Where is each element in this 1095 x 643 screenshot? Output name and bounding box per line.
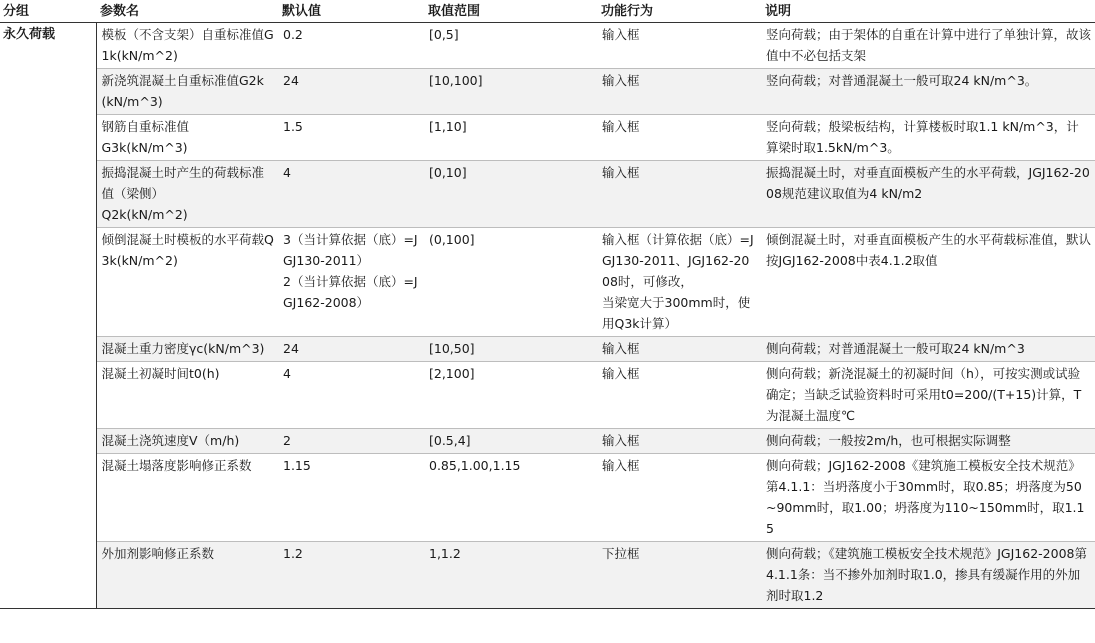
default-value-cell: 1.15 bbox=[278, 454, 424, 542]
default-value-cell: 1.2 bbox=[278, 542, 424, 609]
behavior-cell: 输入框 bbox=[597, 454, 761, 542]
range-cell: [0.5,4] bbox=[424, 429, 597, 454]
param-name-cell: 混凝土塌落度影响修正系数 bbox=[96, 454, 278, 542]
range-cell: [10,100] bbox=[424, 69, 597, 115]
table-row bbox=[0, 115, 1095, 161]
description-cell: 竖向荷载；对普通混凝土一般可取24 kN/m^3。 bbox=[761, 69, 1095, 115]
param-name-cell: 混凝土浇筑速度V（m/h) bbox=[96, 429, 278, 454]
header-param-name: 参数名 bbox=[96, 0, 278, 23]
range-cell: [2,100] bbox=[424, 362, 597, 429]
default-value-cell: 3（当计算依据（底）=JGJ130-2011） 2（当计算依据（底）=JGJ162-2008） bbox=[278, 228, 424, 337]
header-default: 默认值 bbox=[278, 0, 424, 23]
description-cell: 侧向荷载；新浇混凝土的初凝时间（h），可按实测或试验确定；当缺乏试验资料时可采用t0=200/(T+15)计算，T为混凝土温度℃ bbox=[761, 362, 1095, 429]
description-cell: 竖向荷载；由于架体的自重在计算中进行了单独计算，故该值中不必包括支架 bbox=[761, 23, 1095, 69]
param-name-cell: 钢筋自重标准值 G3k(kN/m^3) bbox=[96, 115, 278, 161]
param-name-cell: 混凝土重力密度γc(kN/m^3) bbox=[96, 337, 278, 362]
default-value-cell: 24 bbox=[278, 337, 424, 362]
description-cell: 侧向荷载；JGJ162-2008《建筑施工模板安全技术规范》第4.1.1：当坍落度小于30mm时，取0.85；坍落度为50~90mm时，取1.00；坍落度为110~150mm时，取1.15 bbox=[761, 454, 1095, 542]
description-cell: 侧向荷载；《建筑施工模板安全技术规范》JGJ162-2008第4.1.1条：当不掺外加剂时取1.0，掺具有缓凝作用的外加剂时取1.2 bbox=[761, 542, 1095, 609]
behavior-cell: 输入框 bbox=[597, 362, 761, 429]
default-value-cell: 0.2 bbox=[278, 23, 424, 69]
table-row bbox=[0, 23, 1095, 69]
table-row bbox=[0, 542, 1095, 609]
param-name-cell: 倾倒混凝土时模板的水平荷载Q3k(kN/m^2) bbox=[96, 228, 278, 337]
range-cell: 1,1.2 bbox=[424, 542, 597, 609]
default-value-cell: 4 bbox=[278, 161, 424, 228]
behavior-cell: 输入框 bbox=[597, 115, 761, 161]
behavior-cell: 输入框 bbox=[597, 429, 761, 454]
description-cell: 侧向荷载；对普通混凝土一般可取24 kN/m^3 bbox=[761, 337, 1095, 362]
table-body bbox=[0, 23, 1095, 609]
table-row bbox=[0, 362, 1095, 429]
default-value-cell: 4 bbox=[278, 362, 424, 429]
range-cell: 0.85,1.00,1.15 bbox=[424, 454, 597, 542]
header-range: 取值范围 bbox=[424, 0, 597, 23]
range-cell: [10,50] bbox=[424, 337, 597, 362]
table-row bbox=[0, 429, 1095, 454]
behavior-cell: 下拉框 bbox=[597, 542, 761, 609]
table-row bbox=[0, 228, 1095, 337]
table-row bbox=[0, 69, 1095, 115]
table-row bbox=[0, 161, 1095, 228]
range-cell: [0,10] bbox=[424, 161, 597, 228]
range-cell: (0,100] bbox=[424, 228, 597, 337]
range-cell: [1,10] bbox=[424, 115, 597, 161]
param-name-cell: 模板（不含支架）自重标准值G1k(kN/m^2) bbox=[96, 23, 278, 69]
behavior-cell: 输入框 bbox=[597, 69, 761, 115]
behavior-cell: 输入框 bbox=[597, 337, 761, 362]
header-behavior: 功能行为 bbox=[597, 0, 761, 23]
table-row bbox=[0, 337, 1095, 362]
default-value-cell: 2 bbox=[278, 429, 424, 454]
table-row bbox=[0, 454, 1095, 542]
description-cell: 振捣混凝土时，对垂直面模板产生的水平荷载，JGJ162-2008规范建议取值为4 kN/m2 bbox=[761, 161, 1095, 228]
param-name-cell: 新浇筑混凝土自重标准值G2k(kN/m^3) bbox=[96, 69, 278, 115]
header-row bbox=[0, 0, 1095, 23]
header-group: 分组 bbox=[0, 0, 96, 23]
description-cell: 侧向荷载；一般按2m/h，也可根据实际调整 bbox=[761, 429, 1095, 454]
group-label: 永久荷载 bbox=[0, 23, 96, 609]
description-cell: 竖向荷载；般梁板结构，计算楼板时取1.1 kN/m^3，计算梁时取1.5kN/m^3。 bbox=[761, 115, 1095, 161]
range-cell: [0,5] bbox=[424, 23, 597, 69]
behavior-cell: 输入框 bbox=[597, 23, 761, 69]
default-value-cell: 24 bbox=[278, 69, 424, 115]
param-name-cell: 振捣混凝土时产生的荷载标准值（梁侧） Q2k(kN/m^2) bbox=[96, 161, 278, 228]
param-name-cell: 外加剂影响修正系数 bbox=[96, 542, 278, 609]
default-value-cell: 1.5 bbox=[278, 115, 424, 161]
param-name-cell: 混凝土初凝时间t0(h) bbox=[96, 362, 278, 429]
behavior-cell: 输入框（计算依据（底）=JGJ130-2011、JGJ162-2008时，可修改， 当梁宽大于300mm时，使用Q3k计算） bbox=[597, 228, 761, 337]
description-cell: 倾倒混凝土时，对垂直面模板产生的水平荷载标准值，默认按JGJ162-2008中表4.1.2取值 bbox=[761, 228, 1095, 337]
behavior-cell: 输入框 bbox=[597, 161, 761, 228]
header-description: 说明 bbox=[761, 0, 1095, 23]
